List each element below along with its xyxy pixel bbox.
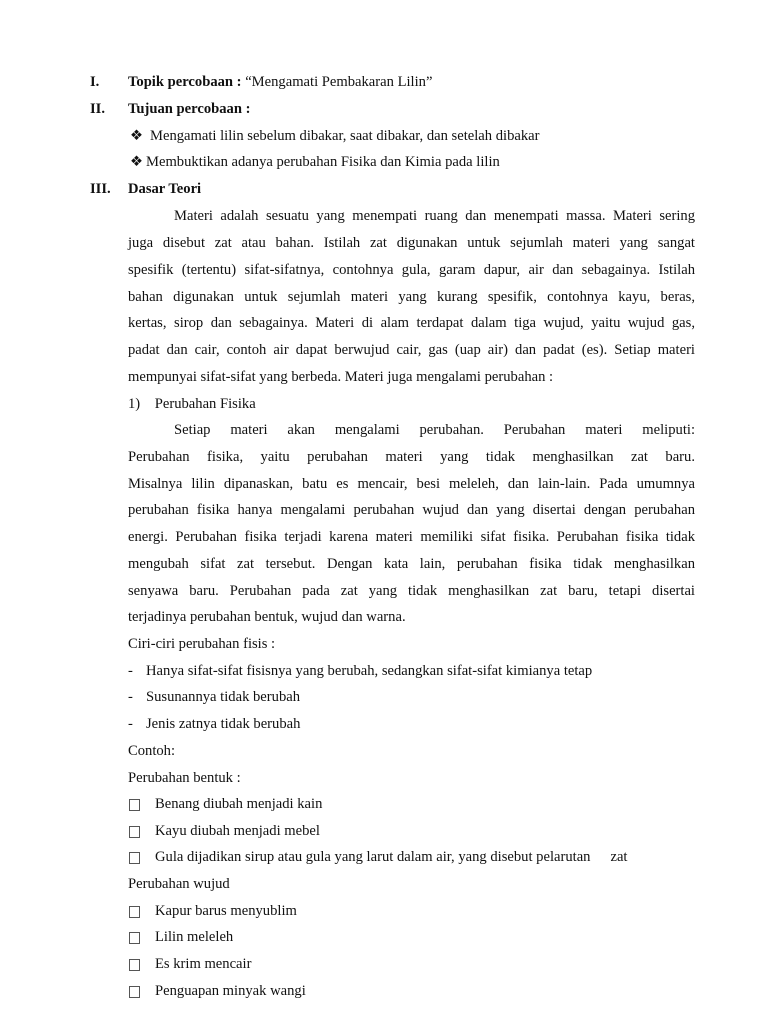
checkbox-bullet-icon <box>129 852 140 864</box>
shape-item-row <box>155 848 627 866</box>
section-topic <box>128 73 432 91</box>
shape-item-tail: zat <box>610 849 628 865</box>
physical-line: senyawa baru. Perubahan pada zat yang tidak menghasilkan zat baru, tetapi disertai <box>128 583 695 599</box>
theory-line: padat dan cair, contoh air dapat berwujud cair, gas (uap air) dan padat (es). Setiap materi <box>128 342 695 358</box>
section-numeral: II. <box>90 101 106 117</box>
theory-line: Materi adalah sesuatu yang menempati ruang dan menempati massa. Materi sering <box>174 208 695 224</box>
physical-line: terjadinya perubahan bentuk, wujud dan warna. <box>128 609 406 625</box>
checkbox-bullet-icon <box>129 932 140 944</box>
checkbox-bullet-icon <box>129 826 140 838</box>
section-numeral: III. <box>90 181 111 197</box>
physical-line: Perubahan fisika, yaitu perubahan materi yang tidak menghasilkan zat baru. <box>128 449 695 465</box>
trait-item: Susunannya tidak berubah <box>146 689 301 705</box>
checkbox-bullet-icon <box>129 799 140 811</box>
state-item: Penguapan minyak wangi <box>155 983 306 999</box>
physical-line: energi. Perubahan fisika terjadi karena materi memiliki sifat fisika. Perubahan fisika tidak <box>128 529 695 545</box>
state-item: Lilin meleleh <box>155 929 234 945</box>
diamond-bullet-icon: ❖ <box>130 128 144 144</box>
physical-line: Misalnya lilin dipanaskan, batu es mencair, besi meleleh, dan lain-lain. Pada umumnya <box>128 476 695 492</box>
physical-line: mengubah sifat zat tersebut. Dengan kata lain, perubahan fisika tidak menghasilkan <box>128 556 695 572</box>
trait-item: Jenis zatnya tidak berubah <box>146 716 301 732</box>
physical-line: perubahan fisika hanya mengalami perubahan wujud dan yang disertai dengan perubahan <box>128 502 695 518</box>
state-item: Es krim mencair <box>155 956 252 972</box>
section-title: Tujuan percobaan : <box>128 101 251 117</box>
shape-change-label: Perubahan bentuk : <box>128 770 241 786</box>
diamond-bullet-icon: ❖ <box>130 154 144 170</box>
theory-line: mempunyai sifat-sifat yang berbeda. Materi juga mengalami perubahan : <box>128 369 554 385</box>
topic-value: “Mengamati Pembakaran Lilin” <box>245 74 433 90</box>
theory-line: spesifik (tertentu) sifat-sifatnya, contohnya gula, garam dapur, air dan sebagainya. Istilah <box>128 262 695 278</box>
goal-item: Membuktikan adanya perubahan Fisika dan Kimia pada lilin <box>146 154 500 170</box>
theory-line: kertas, sirop dan sebagainya. Materi di alam terdapat dalam tiga wujud, yaitu wujud gas, <box>128 315 695 331</box>
checkbox-bullet-icon <box>129 959 140 971</box>
checkbox-bullet-icon <box>129 986 140 998</box>
shape-item: Gula dijadikan sirup atau gula yang larut dalam air, yang disebut pelarutan <box>155 849 591 865</box>
state-item: Kapur barus menyublim <box>155 903 297 919</box>
checkbox-bullet-icon <box>129 906 140 918</box>
subsection-heading: 1) Perubahan Fisika <box>128 396 256 412</box>
dash-bullet: - <box>128 689 133 705</box>
goal-item: Mengamati lilin sebelum dibakar, saat dibakar, dan setelah dibakar <box>150 128 540 144</box>
section-title: Topik percobaan : <box>128 74 242 90</box>
shape-item: Benang diubah menjadi kain <box>155 796 323 812</box>
example-label: Contoh: <box>128 743 176 759</box>
physical-line: Setiap materi akan mengalami perubahan. Perubahan materi meliputi: <box>174 422 695 438</box>
shape-item: Kayu diubah menjadi mebel <box>155 823 320 839</box>
trait-item: Hanya sifat-sifat fisisnya yang berubah, sedangkan sifat-sifat kimianya tetap <box>146 663 593 679</box>
traits-heading: Ciri-ciri perubahan fisis : <box>128 636 276 652</box>
dash-bullet: - <box>128 716 133 732</box>
theory-line: juga disebut zat atau bahan. Istilah zat digunakan untuk sejumlah materi yang sangat <box>128 235 695 251</box>
section-numeral: I. <box>90 74 100 90</box>
section-title: Dasar Teori <box>128 181 202 197</box>
state-change-label: Perubahan wujud <box>128 876 230 892</box>
dash-bullet: - <box>128 663 133 679</box>
theory-line: bahan digunakan untuk sejumlah materi yang kurang spesifik, contohnya kayu, beras, <box>128 289 695 305</box>
